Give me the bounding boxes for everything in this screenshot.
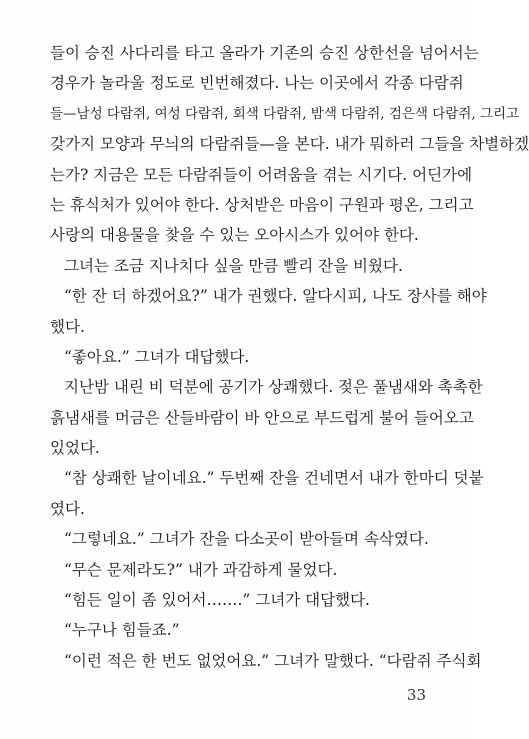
text-line: “무슨 문제라도?” 내가 과감하게 물었다. xyxy=(64,560,338,579)
text-line: 들이 승진 사다리를 타고 올라가 기존의 승진 상한선을 넘어서는 xyxy=(50,44,479,62)
text-line: 있었다. xyxy=(50,439,100,458)
text-line: 경우가 놀라울 정도로 빈번해졌다. 나는 이곳에서 각종 다람쥐 xyxy=(50,74,464,93)
text-line: “한 잔 더 하겠어요?” 내가 권했다. 알다시피, 나도 장사를 해야 xyxy=(64,287,487,306)
text-line: 했다. xyxy=(50,317,85,336)
text-line: “그렇네요.” 그녀가 잔을 다소곳이 받아들며 속삭였다. xyxy=(64,530,429,549)
text-line: 는 휴식처가 있어야 한다. 상처받은 마음이 구원과 평온, 그리고 xyxy=(50,195,474,214)
text-line: 그녀는 조금 지나치다 싶을 만큼 빨리 잔을 비웠다. xyxy=(64,256,403,275)
text-line: 는가? 지금은 모든 다람쥐들이 어려움을 겪는 시기다. 어딘가에 xyxy=(50,165,473,184)
text-line: 지난밤 내린 비 덕분에 공기가 상쾌했다. 젖은 풀냄새와 촉촉한 xyxy=(64,378,483,397)
text-line: “좋아요.” 그녀가 대답했다. xyxy=(64,347,250,366)
text-line: “참 상쾌한 날이네요.” 두번째 잔을 건네면서 내가 한마디 덧붙 xyxy=(64,469,484,488)
text-line: 들—남성 다람쥐, 여성 다람쥐, 회색 다람쥐, 밤색 다람쥐, 검은색 다람쥐, 그리고 xyxy=(50,105,520,122)
text-line: 사랑의 대용물을 찾을 수 있는 오아시스가 있어야 한다. xyxy=(50,226,419,245)
text-line: 였다. xyxy=(50,499,85,518)
text-line: 갖가지 모양과 무늬의 다람쥐들—을 본다. 내가 뭐하러 그들을 차별하겠 xyxy=(50,135,529,154)
text-line: “누구나 힘들죠.” xyxy=(64,621,180,640)
text-line: “이런 적은 한 번도 없었어요.” 그녀가 말했다. “다람쥐 주식회 xyxy=(64,651,482,670)
page-number: 33 xyxy=(406,686,426,704)
body-text xyxy=(50,38,529,676)
text-line: 흙냄새를 머금은 산들바람이 바 안으로 부드럽게 불어 들어오고 xyxy=(50,408,474,427)
text-line: “힘든 일이 좀 있어서…….” 그녀가 대답했다. xyxy=(64,591,370,610)
